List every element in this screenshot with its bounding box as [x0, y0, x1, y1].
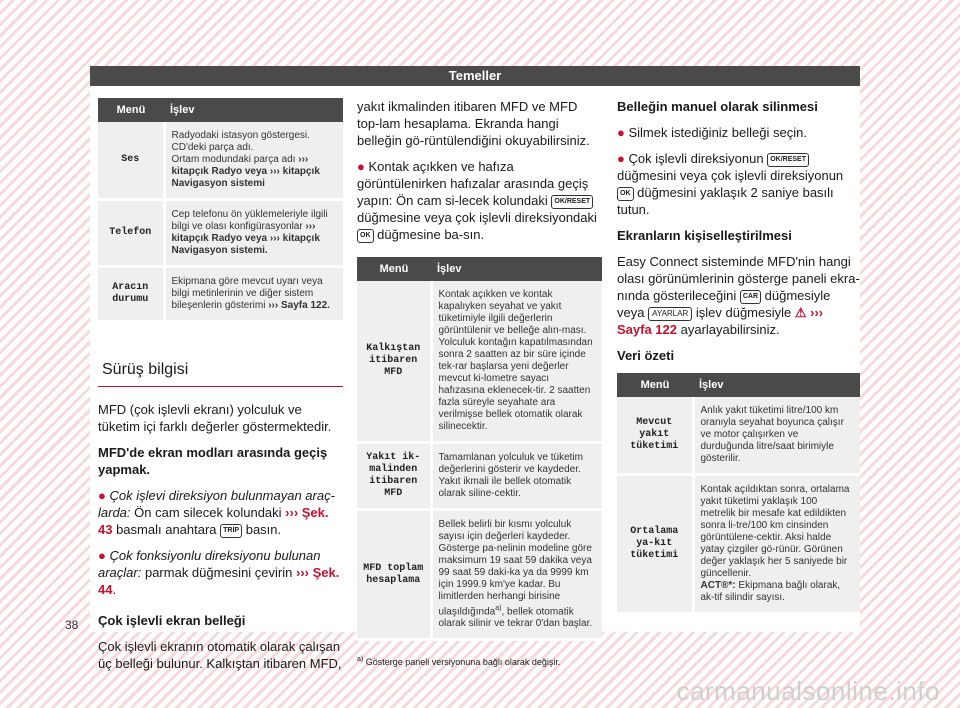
table-header-menu: Menü	[617, 373, 693, 397]
section-title: Sürüş bilgisi	[98, 361, 343, 387]
table-cell-menu: Mevcut yakıt tüketimi	[617, 397, 693, 475]
column-middle	[357, 98, 602, 671]
trip-key-icon: TRIP	[220, 524, 242, 538]
table-cell-function: Bellek belirli bir kısmı yolculuk sayısı için değerleri kaydeder. Gösterge pa-nelinin modeline göre maksimum 19 saat 59 dakika veya 99 saat 59 daki-ka ya da 9999 km için 1999.9 km'ye kadar. Bu limitlerden herhangi birisine ulaşıldığında$^{a)}$, bellek otomatik olarak silinir ve tekrar 0'dan başlar.	[431, 510, 602, 640]
ok-reset-key-icon: OK/RESET	[767, 153, 809, 167]
table-row	[617, 397, 860, 475]
ok-reset-key-icon: OK/RESET	[551, 195, 593, 209]
column-right	[617, 98, 860, 615]
page-header: Temeller	[90, 66, 860, 86]
bullet-item: ● Kontak açıkken ve hafıza görüntülenirken hafızalar arasında geçiş yapın: Ön cam si-lecek kolundaki OK/RESET düğmesine veya çok işlevli direksiyondaki OK düğmesine ba-sın.	[357, 159, 597, 242]
table-cell-menu: Aracın durumu	[98, 267, 164, 322]
ok-key-icon: OK	[617, 187, 634, 201]
table-header-function: İşlev	[164, 98, 343, 122]
table-cell-menu: Ses	[98, 122, 164, 200]
table-row	[98, 122, 343, 200]
table-cell-menu: Yakıt ik-malinden itibaren MFD	[357, 443, 431, 510]
table-cell-menu: Telefon	[98, 200, 164, 267]
figure-link[interactable]: ››› Şek. 44	[98, 565, 340, 597]
intro-paragraph: MFD (çok işlevli ekranı) yolculuk ve tüketim içi farklı değerler göstermektedir.	[98, 402, 332, 434]
bullet-item: ● Silmek istediğiniz belleği seçin.	[617, 125, 807, 140]
modes-heading: MFD'de ekran modları arasında geçiş yapmak.	[98, 445, 328, 477]
table-cell-function: Ekipmana göre mevcut uyarı veya bilgi metinlerinin ve diğer sistem bileşenlerin gösterimi ››› Sayfa 122.	[164, 267, 343, 322]
warning-book-icon: ⚠	[794, 305, 807, 320]
memory-heading: Çok işlevli ekran belleği	[98, 613, 246, 628]
page-link[interactable]: ⚠ ››› Sayfa 122	[617, 305, 824, 337]
footnote: $^{a)}$ Gösterge paneli versiyonuna bağlı olarak değişir.	[357, 656, 561, 668]
table-header-menu: Menü	[357, 257, 431, 281]
customize-heading: Ekranların kişiselleştirilmesi	[617, 228, 792, 243]
manual-delete-heading: Belleğin manuel olarak silinmesi	[617, 99, 818, 114]
table-cell-function: Cep telefonu ön yüklemeleriyle ilgili bilgi ve olası konfigürasyonlar ››› kitapçık Radyo veya ››› kitapçık Navigasyon sistemi.	[164, 200, 343, 267]
bullet-item: ● Çok fonksiyonlu direksiyonu bulunan araçlar: parmak düğmesini çevirin ››› Şek. 44.	[98, 548, 340, 597]
bullet-item: ● Çok işlevi direksiyon bulunmayan araç-larda: Ön cam silecek kolundaki ››› Şek. 43 basmalı anahtara TRIP basın.	[98, 488, 335, 537]
memory-paragraph: Çok işlevli ekranın otomatik olarak çalışan üç belleği bulunur. Kalkıştan itibaren MFD,	[98, 639, 342, 671]
menu-table-1	[98, 98, 343, 323]
table-row	[98, 267, 343, 322]
figure-link[interactable]: ››› Şek. 43	[98, 505, 329, 537]
table-header-menu: Menü	[98, 98, 164, 122]
paragraph: yakıt ikmalinden itibaren MFD ve MFD top-lam hesaplama. Ekranda hangi belleğin gö-rüntülendiğini okuyabilirsiniz.	[357, 99, 590, 148]
data-summary-heading: Veri özeti	[617, 348, 675, 363]
settings-key-icon: AYARLAR	[648, 307, 692, 321]
table-cell-function: Radyodaki istasyon göstergesi. CD'deki parça adı. Ortam modundaki parça adı ››› kitapçık Radyo veya ››› kitapçık Navigasyon sistemi	[164, 122, 343, 200]
table-cell-function: Anlık yakıt tüketimi litre/100 km oranıyla seyahat boyunca çalışır ve motor çalışırken ve durduğunda litre/saat birimiyle gösterilir.	[693, 397, 860, 475]
menu-table-3	[617, 373, 860, 615]
car-key-icon: CAR	[740, 290, 761, 304]
column-left	[98, 98, 343, 681]
table-cell-menu: Kalkıştan itibaren MFD	[357, 281, 431, 443]
table-row	[357, 281, 602, 443]
ok-key-icon: OK	[357, 229, 374, 243]
table-cell-menu: Ortalama ya-kıt tüketimi	[617, 475, 693, 614]
paragraph: Easy Connect sisteminde MFD'nin hangi olası görünümlerinin gösterge paneli ekra-nında gösterileceğini CAR düğmesiyle veya AYARLAR işlev düğmesiyle ⚠ ››› Sayfa 122 ayarlayabilirsiniz.	[617, 254, 860, 337]
watermark: carmanualsonline.info	[676, 676, 940, 706]
bullet-item: ● Çok işlevli direksiyonun OK/RESET düğmesini veya çok işlevli direksiyonun OK düğmesini yaklaşık 2 saniye basılı tutun.	[617, 151, 844, 217]
table-row	[357, 510, 602, 640]
table-cell-function: Kontak açıldıktan sonra, ortalama yakıt tüketimi yaklaşık 100 metrelik bir mesafe kat edildikten sonra li-tre/100 km cinsinden görüntülene-cektir. Aksi halde yatay çizgiler gö-rünür. Görünen değer yaklaşık her 5 saniyede bir güncellenir. ACT®*: Ekipmana bağlı olarak, ak-tif silindir sayısı.	[693, 475, 860, 614]
table-cell-function: Kontak açıkken ve kontak kapalıyken seyahat ve yakıt tüketimiyle ilgili değerlerin görüntülenir ve belleğe alın-ması. Yolculuk kontağın kapatılmasından sonra 2 saatten az bir süre içinde tek-rar başlarsa yeni değerler mevcut ki-lometre sayacı hafızasına eklenecek-tir. 2 saatten fazla süreyle seyahate ara verilmişse bellek otomatik olarak silinecektir.	[431, 281, 602, 443]
table-row	[617, 475, 860, 614]
table-row	[98, 200, 343, 267]
menu-table-2	[357, 257, 602, 641]
page-number: 38	[65, 618, 79, 632]
table-row	[357, 443, 602, 510]
table-cell-function: Tamamlanan yolculuk ve tüketim değerlerini gösterir ve kaydeder. Yakıt ikmali ile bellek otomatik olarak siline-cektir.	[431, 443, 602, 510]
table-header-function: İşlev	[431, 257, 602, 281]
table-cell-menu: MFD toplam hesaplama	[357, 510, 431, 640]
table-header-function: İşlev	[693, 373, 860, 397]
